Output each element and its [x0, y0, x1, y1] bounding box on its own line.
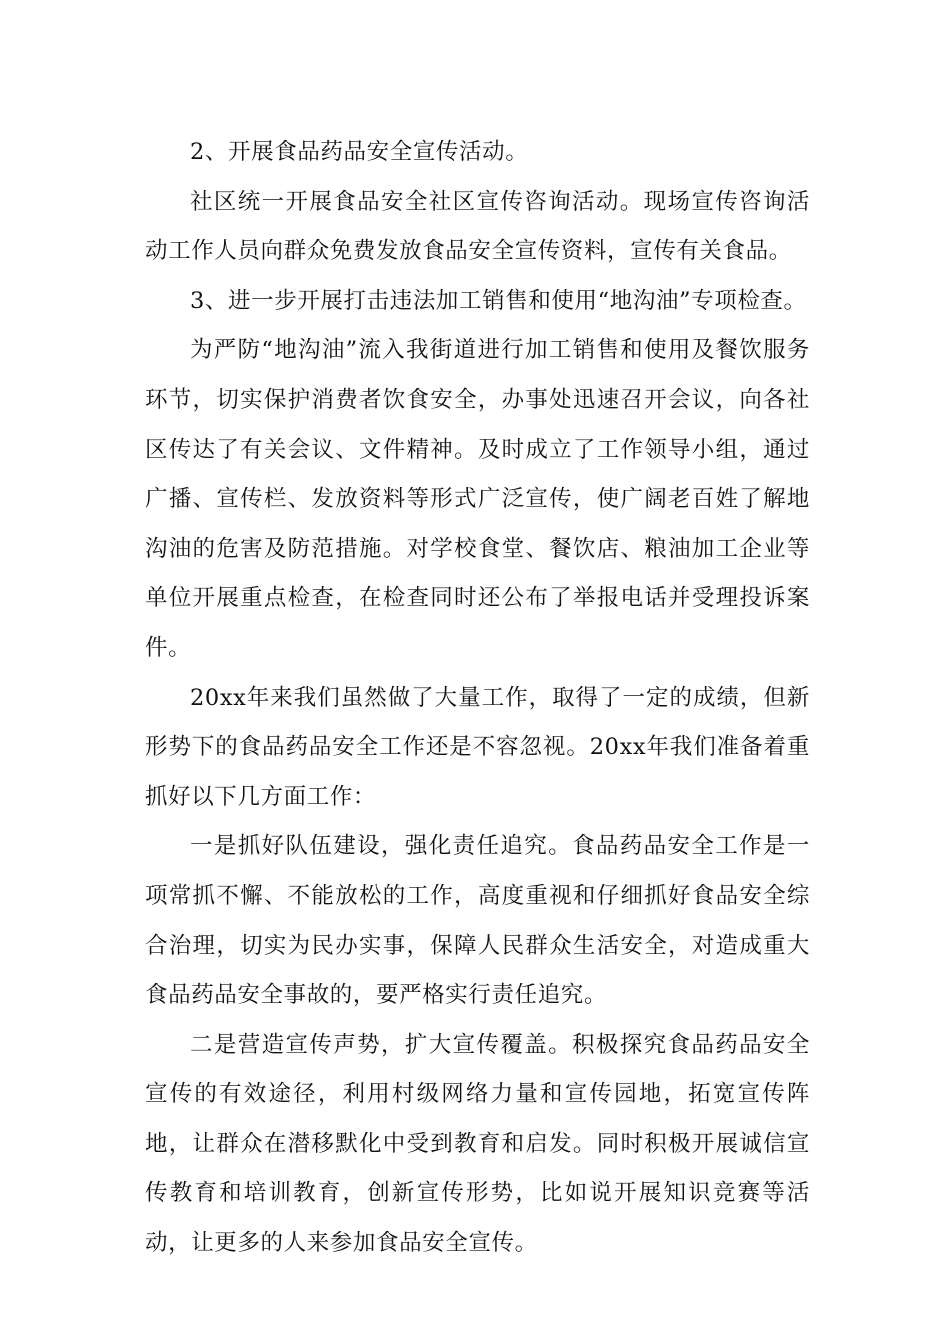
paragraph-7: 二是营造宣传声势，扩大宣传覆盖。积极探究食品药品安全宣传的有效途径，利用村级网络力量和宣传园地，拓宽宣传阵地，让群众在潜移默化中受到教育和启发。同时积极开展诚信宣传教育和培训教育，创新宣传形势，比如说开展知识竞赛等活动，让更多的人来参加食品安全宣传。	[145, 1031, 810, 1257]
paragraph-1: 2、开展食品药品安全宣传活动。	[190, 139, 529, 165]
paragraph-2: 社区统一开展食品安全社区宣传咨询活动。现场宣传咨询活动工作人员向群众免费发放食品安全宣传资料，宣传有关食品。	[145, 188, 810, 265]
paragraph-4: 为严防“地沟油”流入我街道进行加工销售和使用及餐饮服务环节，切实保护消费者饮食安全，办事处迅速召开会议，向各社区传达了有关会议、文件精神。及时成立了工作领导小组，通过广播、宣传栏、发放资料等形式广泛宣传，使广阔老百姓了解地沟油的危害及防范措施。对学校食堂、餐饮店、粮油加工企业等单位开展重点检查，在检查同时还公布了举报电话并受理投诉案件。	[145, 337, 810, 661]
paragraph-3: 3、进一步开展打击违法加工销售和使用“地沟油”专项检查。	[190, 287, 807, 314]
paragraph-6: 一是抓好队伍建设，强化责任追究。食品药品安全工作是一项常抓不懈、不能放松的工作，高度重视和仔细抓好食品安全综合治理，切实为民办实事，保障人民群众生活安全，对造成重大食品药品安全事故的，要严格实行责任追究。	[145, 833, 810, 1009]
paragraph-5: 20xx年来我们虽然做了大量工作，取得了一定的成绩，但新形势下的食品药品安全工作还是不容忽视。20xx年我们准备着重抓好以下几方面工作：	[145, 684, 810, 810]
document-body	[145, 128, 810, 1269]
